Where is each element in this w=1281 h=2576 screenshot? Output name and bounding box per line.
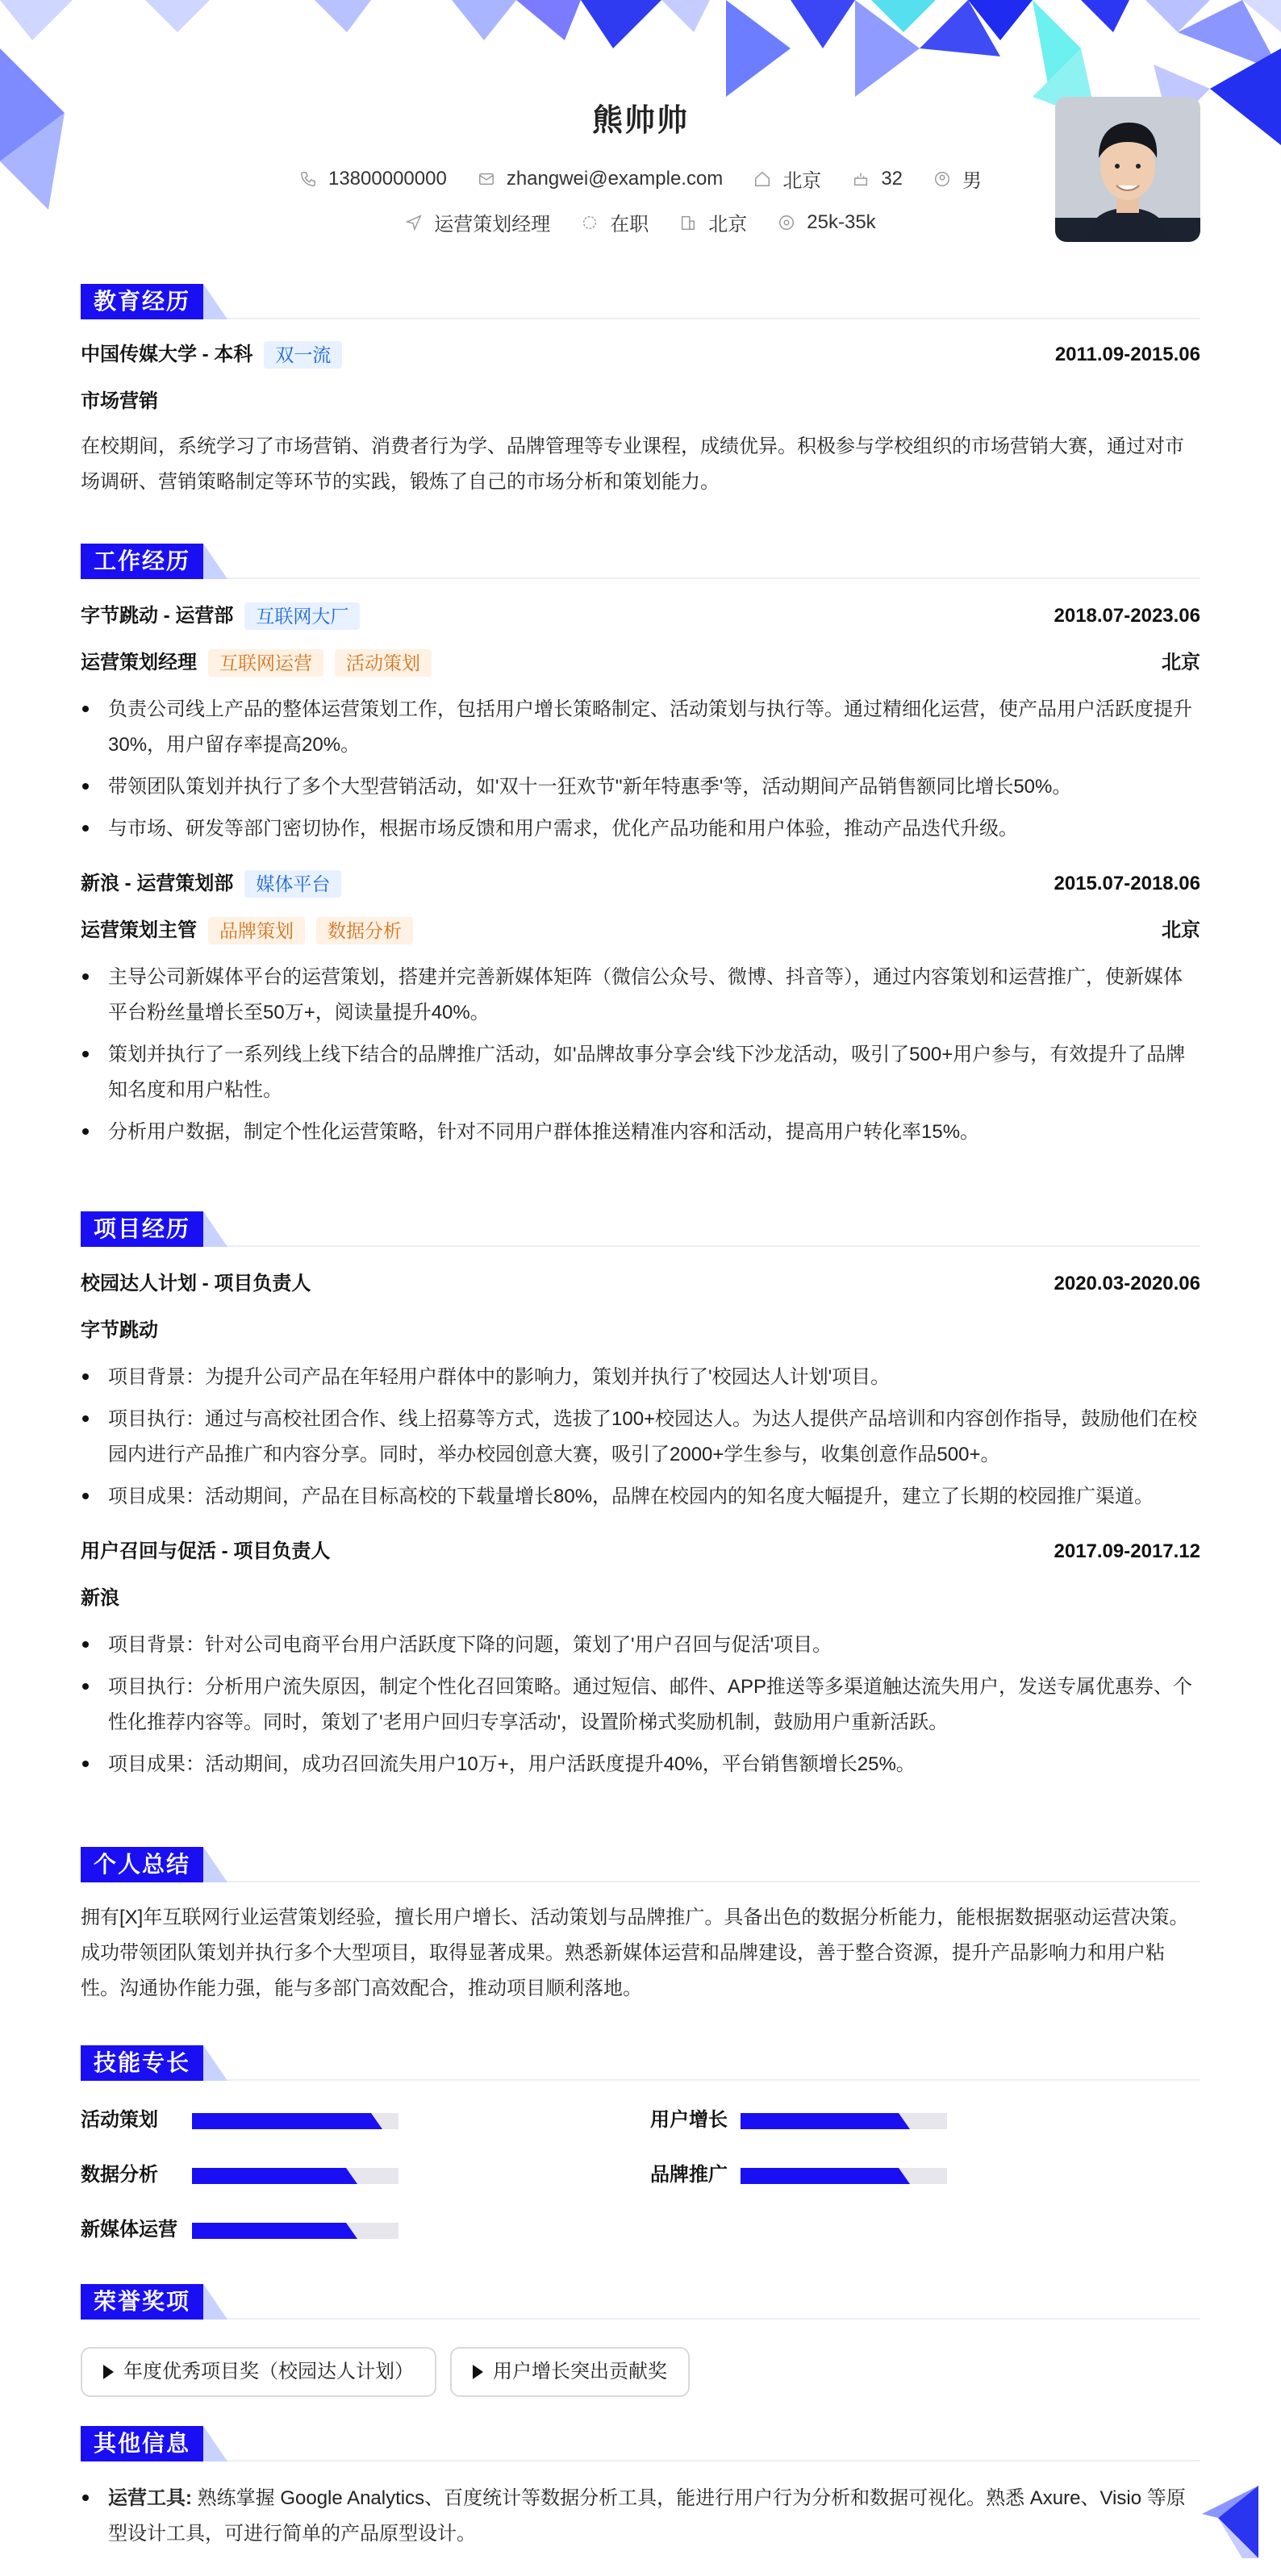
project-org-row xyxy=(81,1316,1200,1345)
list-item: 主导公司新媒体平台的运营策划，搭建并完善新媒体矩阵（微信公众号、微博、抖音等），通过内容策划和运营推广，使新媒体平台粉丝量增长至50万+，阅读量提升40%。 xyxy=(81,960,1200,1031)
avatar xyxy=(1055,97,1200,242)
award-badge xyxy=(81,2347,436,2397)
skill-bar xyxy=(741,2113,947,2129)
education-section xyxy=(81,284,1200,500)
building-icon xyxy=(679,214,697,231)
target-city-text: 北京 xyxy=(708,214,748,236)
skill-bar xyxy=(192,2223,398,2239)
corner-decoration xyxy=(1186,2486,1258,2558)
job-location: 北京 xyxy=(1162,652,1200,673)
job-bullets xyxy=(81,692,1200,847)
skill-bar-fill xyxy=(192,2223,357,2239)
phone-icon xyxy=(299,170,317,188)
education-header xyxy=(81,284,1200,319)
status-item xyxy=(581,208,649,236)
school-tag: 双一流 xyxy=(264,341,342,369)
list-item: 项目执行：分析用户流失原因，制定个性化召回策略。通过短信、邮件、APP推送等多渠道触达流失用户，发送专属优惠券、个性化推荐内容等。同时，策划了'老用户回归专享活动'，设置阶梯式奖励机制，鼓励用户重新活跃。 xyxy=(81,1669,1200,1740)
age-text: 32 xyxy=(881,167,903,190)
job-intent-row xyxy=(81,208,1200,236)
projects-title: 项目经历 xyxy=(81,1211,203,1247)
school-name: 中国传媒大学 - 本科 xyxy=(81,344,253,365)
education-row xyxy=(81,340,1200,369)
salary-text: 25k-35k xyxy=(807,210,876,233)
skill-label: 品牌推广 xyxy=(650,2164,728,2186)
award-text: 用户增长突出贡献奖 xyxy=(493,2361,667,2382)
home-icon xyxy=(753,170,771,188)
awards-section xyxy=(81,2284,1200,2413)
person-icon xyxy=(933,170,951,188)
skill-label: 数据分析 xyxy=(81,2164,158,2186)
job-company: 新浪 - 运营策划部 xyxy=(81,873,234,894)
project-name: 用户召回与促活 - 项目负责人 xyxy=(81,1540,331,1562)
phone-item xyxy=(299,168,447,190)
list-item: 项目成果：活动期间，成功召回流失用户10万+，用户活跃度提升40%，平台销售额增长25%。 xyxy=(81,1747,1200,1782)
job-role: 运营策划主管 xyxy=(81,919,197,941)
projects-section xyxy=(81,1211,1200,1789)
coin-icon xyxy=(778,214,795,231)
job-role: 运营策划经理 xyxy=(81,652,197,673)
job-tag: 品牌策划 xyxy=(208,917,305,944)
skill-bar xyxy=(741,2168,947,2184)
salary-item xyxy=(778,211,875,234)
job-company-tag: 媒体平台 xyxy=(244,870,341,898)
work-header xyxy=(81,544,1200,579)
list-item: 与市场、研发等部门密切协作，根据市场反馈和用户需求，优化产品功能和用户体验，推动产品迭代升级。 xyxy=(81,811,1200,847)
job-location: 北京 xyxy=(1162,919,1200,941)
award-text: 年度优秀项目奖（校园达人计划） xyxy=(123,2361,414,2382)
other-section xyxy=(81,2426,1200,2558)
skill-label: 用户增长 xyxy=(650,2109,728,2131)
age-item xyxy=(852,168,903,190)
list-item: 带领团队策划并执行了多个大型营销活动，如'双十一狂欢节''新年特惠季'等，活动期间产品销售额同比增长50%。 xyxy=(81,769,1200,805)
city-text: 北京 xyxy=(782,170,822,192)
skill-bar xyxy=(192,2168,398,2184)
job-date: 2015.07-2018.06 xyxy=(1054,873,1200,894)
target-city-item xyxy=(679,208,747,236)
mail-icon xyxy=(478,170,495,188)
skill-bar-fill xyxy=(741,2168,910,2184)
position-item xyxy=(405,208,550,236)
other-header xyxy=(81,2426,1200,2461)
project-date: 2020.03-2020.06 xyxy=(1054,1273,1200,1294)
job-tag: 活动策划 xyxy=(335,649,432,677)
summary-section xyxy=(81,1847,1200,2007)
education-date: 2011.09-2015.06 xyxy=(1054,344,1200,365)
email-item xyxy=(478,168,724,190)
job-tag: 数据分析 xyxy=(316,917,413,944)
skills-section xyxy=(81,2045,1200,2287)
skill-label: 活动策划 xyxy=(81,2109,158,2131)
work-section xyxy=(81,544,1200,1157)
profile-header xyxy=(81,87,1200,256)
project-org-row xyxy=(81,1584,1200,1613)
awards-title: 荣誉奖项 xyxy=(81,2284,203,2320)
job-row xyxy=(81,869,1200,898)
skills-title: 技能专长 xyxy=(81,2045,203,2081)
other-list xyxy=(81,2481,1200,2552)
status-icon xyxy=(581,214,599,231)
triangle-icon xyxy=(103,2365,114,2379)
project-name: 校园达人计划 - 项目负责人 xyxy=(81,1273,311,1294)
education-title: 教育经历 xyxy=(81,284,203,319)
awards-header xyxy=(81,2284,1200,2320)
cake-icon xyxy=(852,170,870,188)
triangle-icon xyxy=(473,2365,483,2379)
other-text: 熟练掌握 Google Analytics、百度统计等数据分析工具，能进行用户行为分析和数据可视化。熟悉 Axure、Visio 等原型设计工具，可进行简单的产品原型设计。 xyxy=(108,2487,1186,2545)
city-item xyxy=(753,165,821,193)
skill-bar xyxy=(192,2113,398,2129)
list-item: 项目背景：针对公司电商平台用户活跃度下降的问题，策划了'用户召回与促活'项目。 xyxy=(81,1628,1200,1663)
candidate-name: 熊帅帅 xyxy=(591,104,689,138)
other-label: 运营工具: xyxy=(108,2487,192,2509)
list-item: 项目背景：为提升公司产品在年轻用户群体中的影响力，策划并执行了'校园达人计划'项目。 xyxy=(81,1360,1200,1395)
status-text: 在职 xyxy=(610,214,649,236)
position-text: 运营策划经理 xyxy=(434,214,551,236)
job-date: 2018.07-2023.06 xyxy=(1054,605,1200,627)
send-icon xyxy=(405,214,423,231)
project-row xyxy=(81,1269,1200,1298)
skill-bar-fill xyxy=(192,2168,357,2184)
skill-label: 新媒体运营 xyxy=(81,2219,177,2240)
phone-text: 13800000000 xyxy=(328,167,447,190)
list-item: 项目成果：活动期间，产品在目标高校的下载量增长80%，品牌在校园内的知名度大幅提升，建立了长期的校园推广渠道。 xyxy=(81,1479,1200,1515)
skill-bar-fill xyxy=(192,2113,382,2129)
skills-header xyxy=(81,2045,1200,2081)
list-item: 分析用户数据，制定个性化运营策略，针对不同用户群体推送精准内容和活动，提高用户转化率15%。 xyxy=(81,1115,1200,1150)
list-item: 负责公司线上产品的整体运营策划工作，包括用户增长策略制定、活动策划与执行等。通过精细化运营，使产品用户活跃度提升30%，用户留存率提高20%。 xyxy=(81,692,1200,763)
email-text: zhangwei@example.com xyxy=(506,167,724,190)
project-bullets xyxy=(81,1628,1200,1782)
project-date: 2017.09-2017.12 xyxy=(1054,1540,1200,1562)
list-item: 策划并执行了一系列线上线下结合的品牌推广活动，如'品牌故事分享会'线下沙龙活动，吸引了500+用户参与，有效提升了品牌知名度和用户粘性。 xyxy=(81,1037,1200,1108)
summary-title: 个人总结 xyxy=(81,1847,203,1882)
project-org: 字节跳动 xyxy=(81,1319,158,1341)
summary-header xyxy=(81,1847,1200,1882)
job-role-row xyxy=(81,648,1200,677)
list-item: 项目执行：通过与高校社团合作、线上招募等方式，选拔了100+校园达人。为达人提供产品培训和内容创作指导，鼓励他们在校园内进行产品推广和内容分享。同时，举办校园创意大赛，吸引了2000+学生参与，收集创意作品500+。 xyxy=(81,1402,1200,1473)
award-badge xyxy=(450,2347,690,2397)
other-title: 其他信息 xyxy=(81,2426,203,2461)
major-row xyxy=(81,387,1200,416)
job-role-row xyxy=(81,916,1200,945)
job-tag: 互联网运营 xyxy=(208,649,323,677)
skill-bar-fill xyxy=(741,2113,910,2129)
contact-row xyxy=(81,165,1200,193)
project-bullets xyxy=(81,1360,1200,1515)
project-row xyxy=(81,1537,1200,1566)
projects-header xyxy=(81,1211,1200,1247)
avatar-image xyxy=(1055,97,1200,242)
work-title: 工作经历 xyxy=(81,544,203,579)
job-bullets xyxy=(81,960,1200,1150)
major: 市场营销 xyxy=(81,390,158,412)
job-company: 字节跳动 - 运营部 xyxy=(81,605,234,627)
summary-text: 拥有[X]年互联网行业运营策划经验，擅长用户增长、活动策划与品牌推广。具备出色的数据分析能力，能根据数据驱动运营决策。成功带领团队策划并执行多个大型项目，取得显著成果。熟悉新媒体运营和品牌建设，善于整合资源，提升产品影响力和用户粘性。沟通协作能力强，能与多部门高效配合，推动项目顺利落地。 xyxy=(81,1907,1189,1999)
job-company-tag: 互联网大厂 xyxy=(244,602,360,630)
job-row xyxy=(81,602,1200,631)
gender-item xyxy=(933,165,982,193)
list-item xyxy=(81,2481,1200,2552)
education-desc: 在校期间，系统学习了市场营销、消费者行为学、品牌管理等专业课程，成绩优异。积极参与学校组织的市场营销大赛，通过对市场调研、营销策略制定等环节的实践，锻炼了自己的市场分析和策划能力。 xyxy=(81,436,1184,493)
gender-text: 男 xyxy=(962,170,983,192)
project-org: 新浪 xyxy=(81,1587,119,1609)
